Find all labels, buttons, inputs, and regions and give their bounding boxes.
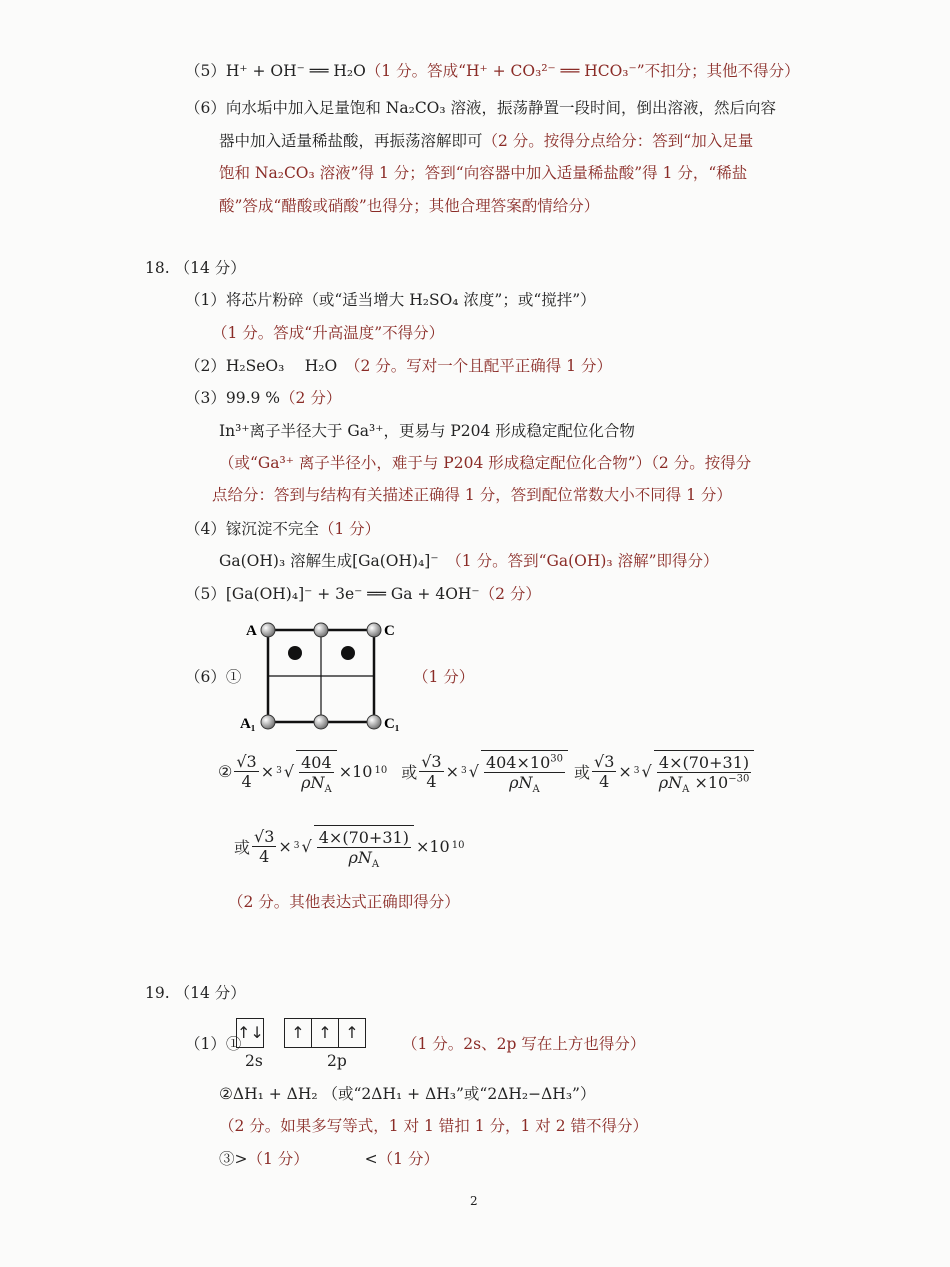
atom-top-mid bbox=[314, 623, 328, 637]
q19-p2-note: （2 分。如果多写等式，1 对 1 错扣 1 分，1 对 2 错不得分） bbox=[219, 1117, 649, 1135]
label-A: A bbox=[246, 623, 257, 639]
page-number: 2 bbox=[470, 1194, 478, 1208]
orbital-2s bbox=[236, 1018, 264, 1048]
expr-note: （2 分。其他表达式正确即得分） bbox=[228, 893, 460, 911]
q18-p3-line4: 点给分：答到与结构有关描述正确得 1 分，答到配位常数大小不同得 1 分） bbox=[212, 486, 732, 504]
expr-row-1: ② $\frac{√3}{4}$ × 3 √ $\frac{404}{\rho N_A}$ ×10 10 或 $\frac{√3}{4}$ × 3 √ $\frac{404\times 10^{30}}{\rho N_A}$ 或 $\frac{√3}{4}$ × 3 √ $\frac{4\times(70+31)}{\rho N_A \times 10^{-30}}$ bbox=[218, 750, 754, 792]
orbital-box-2p-2: ↑ bbox=[312, 1018, 339, 1048]
q18-p6-note: （1 分） bbox=[413, 668, 475, 686]
q19-p2: ②ΔH₁ + ΔH₂ （或“2ΔH₁ + ΔH₃”或“2ΔH₂−ΔH₃”） bbox=[219, 1085, 596, 1103]
label-C1: C₁ bbox=[384, 716, 400, 732]
atom-inner-right bbox=[341, 646, 355, 660]
q18-p2: （2）H₂SeO₃ H₂O （2 分。写对一个且配平正确得 1 分） bbox=[185, 357, 612, 375]
orbital-box-2p-1: ↑ bbox=[284, 1018, 312, 1048]
q19-p1-note: （1 分。2s、2p 写在上方也得分） bbox=[402, 1035, 646, 1053]
q19-title: 19. （14 分） bbox=[145, 984, 246, 1002]
label-C: C bbox=[384, 623, 395, 639]
atom-bottom-mid bbox=[314, 715, 328, 729]
q18-p4-line2: Ga(OH)₃ 溶解生成[Ga(OH)₄]⁻ （1 分。答到“Ga(OH)₃ 溶解”即得分） bbox=[219, 552, 719, 570]
q18-p5: （5）[Ga(OH)₄]⁻ + 3e⁻ ══ Ga + 4OH⁻（2 分） bbox=[185, 585, 541, 603]
expr-row-2: 或 $\frac{√3}{4}$ × 3 √ $\frac{4\times(70+31)}{\rho N_A}$ ×10 10 bbox=[234, 826, 465, 871]
q17-p6-line4: 酸”答成“醋酸或硝酸”也得分；其他合理答案酌情给分） bbox=[219, 197, 600, 215]
q17-p6-line1: （6）向水垢中加入足量饱和 Na₂CO₃ 溶液，振荡静置一段时间，倒出溶液，然后向容 bbox=[185, 99, 777, 117]
q18-p1: （1）将芯片粉碎（或“适当增大 H₂SO₄ 浓度”；或“搅拌”） bbox=[185, 291, 596, 309]
q17-p6-line2: 器中加入适量稀盐酸，再振荡溶解即可（2 分。按得分点给分：答到“加入足量 bbox=[219, 132, 754, 150]
orbital-2p bbox=[284, 1018, 366, 1048]
label-2p: 2p bbox=[327, 1052, 347, 1070]
atom-C1 bbox=[367, 715, 381, 729]
q19-p3: ③>（1 分） <（1 分） bbox=[219, 1150, 439, 1168]
label-A1: A₁ bbox=[240, 716, 256, 732]
q18-p3-line2: In³⁺离子半径大于 Ga³⁺，更易与 P204 形成稳定配位化合物 bbox=[219, 422, 635, 440]
q17-p5: （5）H⁺ + OH⁻ ══ H₂O（1 分。答成“H⁺ + CO₃²⁻ ══ HCO₃⁻”不扣分；其他不得分） bbox=[185, 62, 800, 80]
q19-p1-label: （1）① bbox=[185, 1035, 242, 1053]
atom-inner-left bbox=[288, 646, 302, 660]
q18-p4: （4）镓沉淀不完全（1 分） bbox=[185, 520, 381, 538]
q18-p3-line3: （或“Ga³⁺ 离子半径小，难于与 P204 形成稳定配位化合物”）（2 分。按得分 bbox=[219, 454, 752, 472]
atom-A bbox=[261, 623, 275, 637]
atom-C bbox=[367, 623, 381, 637]
q18-p6-label: （6）① bbox=[185, 668, 242, 686]
atom-A1 bbox=[261, 715, 275, 729]
orbital-box-2s: ↑↓ bbox=[236, 1018, 264, 1048]
orbital-box-2p-3: ↑ bbox=[339, 1018, 366, 1048]
q18-p1-note: （1 分。答成“升高温度”不得分） bbox=[212, 324, 445, 342]
label-2s: 2s bbox=[245, 1052, 263, 1070]
q18-title: 18. （14 分） bbox=[145, 259, 246, 277]
q17-p6-line3: 饱和 Na₂CO₃ 溶液”得 1 分；答到“向容器中加入适量稀盐酸”得 1 分，“稀盐 bbox=[219, 164, 748, 182]
q18-p3: （3）99.9 %（2 分） bbox=[185, 389, 342, 407]
unit-cell-diagram bbox=[240, 615, 410, 737]
